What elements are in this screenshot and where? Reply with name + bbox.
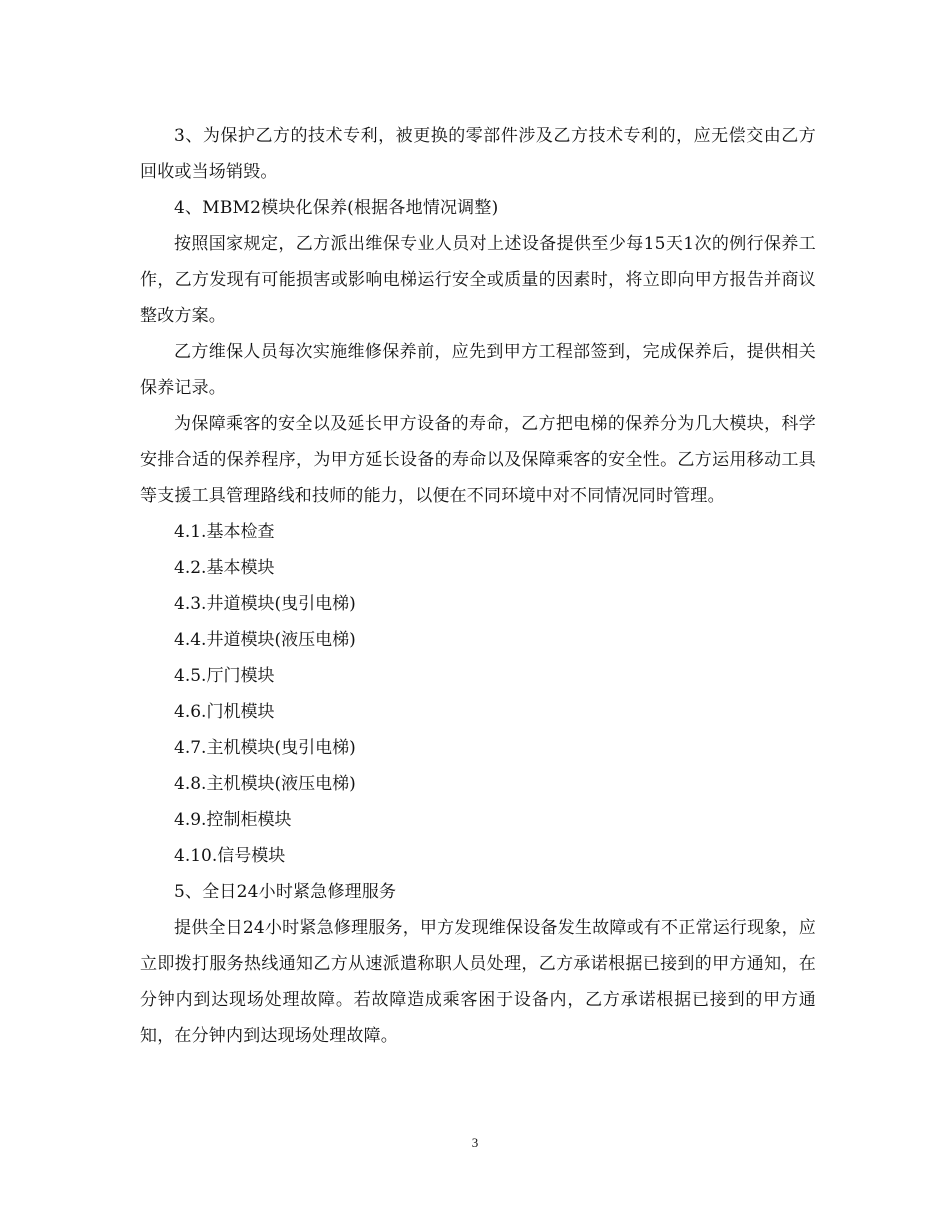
module-item: 4.2.基本模块 (174, 558, 275, 578)
module-item: 4.9.控制柜模块 (174, 810, 292, 830)
paragraph-patent-parts: 3、为保护乙方的技术专利，被更换的零部件涉及乙方技术专利的，应无偿交由乙方回收或当场销毁。 (140, 126, 816, 182)
module-item: 4.3.井道模块(曳引电梯) (174, 594, 356, 614)
page-number: 3 (471, 1135, 479, 1150)
paragraph-sign-in: 乙方维保人员每次实施维修保养前，应先到甲方工程部签到，完成保养后，提供相关保养记录。 (140, 342, 816, 398)
module-item: 4.5.厅门模块 (174, 666, 275, 686)
heading-emergency-service: 5、全日24小时紧急修理服务 (174, 882, 397, 902)
paragraph-emergency-service: 提供全日24小时紧急修理服务，甲方发现维保设备发生故障或有不正常运行现象，应立即拨打服务热线通知乙方从速派遣称职人员处理，乙方承诺根据已接到的甲方通知，在分钟内到达现场处理故障。若故障造成乘客困于设备内，乙方承诺根据已接到的甲方通知，在分钟内到达现场处理故障。 (140, 918, 816, 1046)
paragraph-module-overview: 为保障乘客的安全以及延长甲方设备的寿命，乙方把电梯的保养分为几大模块，科学安排合适的保养程序，为甲方延长设备的寿命以及保障乘客的安全性。乙方运用移动工具等支援工具管理路线和技师的能力，以便在不同环境中对不同情况同时管理。 (140, 414, 816, 506)
module-item: 4.8.主机模块(液压电梯) (174, 774, 356, 794)
module-item: 4.6.门机模块 (174, 702, 275, 722)
paragraph-maintenance-schedule: 按照国家规定，乙方派出维保专业人员对上述设备提供至少每15天1次的例行保养工作，乙方发现有可能损害或影响电梯运行安全或质量的因素时，将立即向甲方报告并商议整改方案。 (140, 234, 816, 326)
heading-modular-maintenance: 4、MBM2模块化保养(根据各地情况调整) (174, 198, 499, 218)
document-body (140, 118, 816, 1054)
module-item: 4.10.信号模块 (174, 846, 286, 866)
module-item: 4.1.基本检查 (174, 522, 275, 542)
module-item: 4.7.主机模块(曳引电梯) (174, 738, 356, 758)
module-item: 4.4.井道模块(液压电梯) (174, 630, 356, 650)
